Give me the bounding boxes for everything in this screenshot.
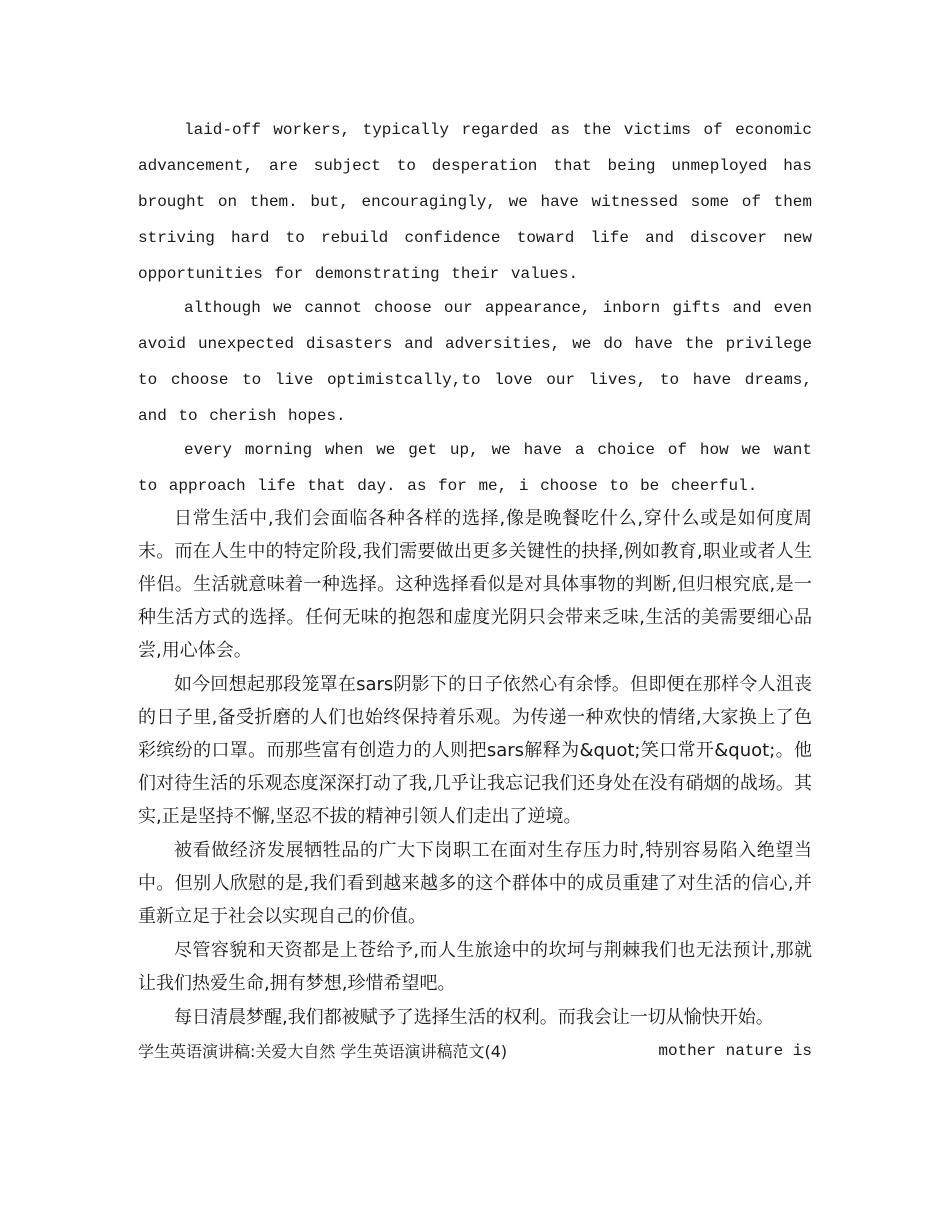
chinese-paragraph-3: 被看做经济发展牺牲品的广大下岗职工在面对生存压力时,特别容易陷入绝望当中。但别人欣慰的是,我们看到越来越多的这个群体中的成员重建了对生活的信心,并重新立足于社会以实现自己的价值。 <box>138 840 812 927</box>
english-paragraph-3: every morning when we get up, we have a choice of how we want to approach life that day. as for me, i choose to be cheerful. <box>138 441 812 495</box>
english-paragraph-2: although we cannot choose our appearance, inborn gifts and even avoid unexpected disasters and adversities, we do have the privilege to choose to live optimistcally,to love our lives, to have dreams, and to cherish hopes. <box>138 299 812 425</box>
document-page <box>138 112 812 1068</box>
english-paragraph-1: laid-off workers, typically regarded as the victims of economic advancement, are subject to desperation that being unmeployed has brought on them. but, encouragingly, we have witnessed some of them striving hard to rebuild confidence toward life and discover new opportunities for demonstrating their values. <box>138 121 812 283</box>
section-heading: 学生英语演讲稿:关爱大自然 学生英语演讲稿范文(4) <box>138 1042 508 1061</box>
chinese-paragraph-5: 每日清晨梦醒,我们都被赋予了选择生活的权利。而我会让一切从愉快开始。 <box>174 1007 774 1028</box>
section-heading-line <box>138 1035 812 1068</box>
chinese-paragraph-4: 尽管容貌和天资都是上苍给予,而人生旅途中的坎坷与荆棘我们也无法预计,那就让我们热爱生命,拥有梦想,珍惜希望吧。 <box>138 940 812 994</box>
continuation-text: mother nature is <box>658 1042 812 1060</box>
chinese-paragraph-1: 日常生活中,我们会面临各种各样的选择,像是晚餐吃什么,穿什么或是如何度周末。而在人生中的特定阶段,我们需要做出更多关键性的抉择,例如教育,职业或者人生伴侣。生活就意味着一种选择。这种选择看似是对具体事物的判断,但归根究底,是一种生活方式的选择。任何无味的抱怨和虚度光阴只会带来乏味,生活的美需要细心品尝,用心体会。 <box>138 508 812 661</box>
chinese-paragraph-2: 如今回想起那段笼罩在sars阴影下的日子依然心有余悸。但即便在那样令人沮丧的日子里,备受折磨的人们也始终保持着乐观。为传递一种欢快的情绪,大家换上了色彩缤纷的口罩。而那些富有创造力的人则把sars解释为&quot;笑口常开&quot;。他们对待生活的乐观态度深深打动了我,几乎让我忘记我们还身处在没有硝烟的战场。其实,正是坚持不懈,坚忍不拔的精神引领人们走出了逆境。 <box>138 674 812 827</box>
